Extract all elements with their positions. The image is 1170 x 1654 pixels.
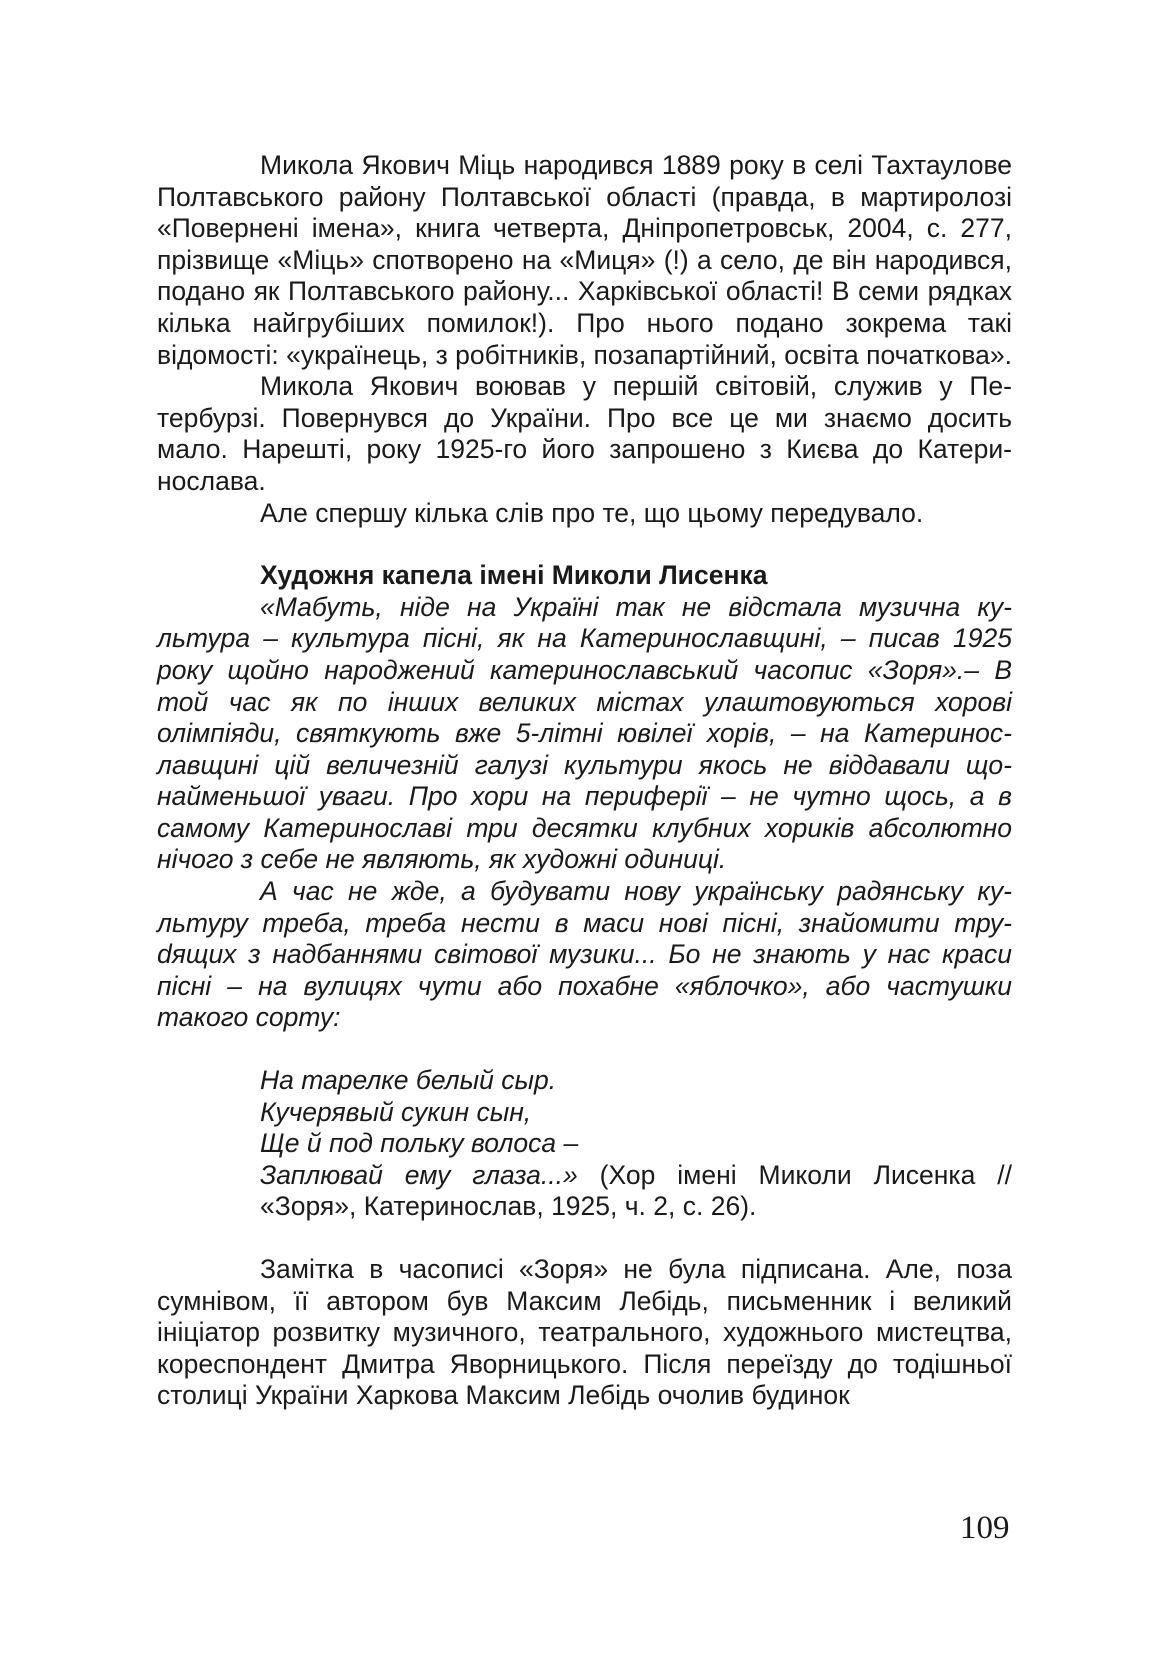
verse-citation: (Хор імені Миколи Лисенка // «Зоря», Катеринослав, 1925, ч. 2, с. 26). <box>260 1159 1012 1222</box>
page-body <box>157 150 1012 1412</box>
paragraph-closing: Замітка в часописі «Зоря» не була підписана. Але, поза сумнівом, її автором був Максим Лебідь, письменник і великий ініціатор розвитку музичного, театрального, художнього мистецтва, кореспондент Дмитра Яворницького. Після переїзду до тодішньої столиці України Харкова Максим Лебідь очолив будинок <box>157 1254 1012 1411</box>
verse-line-2: Кучерявый сукин сын, <box>260 1096 532 1127</box>
quote-paragraph-1: «Мабуть, ніде на Україні так не відстала музична культура – культура пісні, як на Катеринославщині, – писав 1925 року щойно народжений катеринославський часопис «Зоря».– В той час як по інших великих містах улаштовуються хорові олімпіяди, святкують вже 5-літні ювілеї хорів, – на Катеринославщині цій величезній галузі культури якось не віддавали щонайменьшої уваги. Про хори на периферії – не чутно щось, а в самому Катеринославі три десятки клубних хориків абсолютно нічого з себе не являють, як художні одиниці. <box>157 591 1012 875</box>
page-number: 109 <box>960 1510 1010 1546</box>
verse-last-with-citation <box>260 1160 1012 1223</box>
section-heading: Художня капела імені Миколи Лисенка <box>260 560 768 591</box>
verse-line-4: Заплювай ему глаза...» <box>260 1159 578 1190</box>
paragraph-intro-2: Микола Якович воював у першій світовій, служив у Петербурзі. Повернувся до України. Про все це ми знаємо досить мало. Нарешті, року 1925-го його запрошено з Києва до Катеринослава. <box>157 371 1012 496</box>
paragraph-intro-1: Микола Якович Міць народився 1889 року в селі Тахтаулове Полтавського району Полтавської області (правда, в мартирoлозі «Повернені імена», книга четверта, Дніпропетровськ, 2004, с. 277, прізвище «Міць» спотворено на «Миця» (!) а село, де він народився, подано як Полтавського району... Харківської області! В семи рядках кілька найгрубіших помилок!). Про нього подано зокрема такі відомості: «українець, з робітників, позапартійний, освіта початкова». <box>157 150 1013 370</box>
quote-paragraph-2: А час не жде, а будувати нову українську радянську культуру треба, треба нести в маси нові пісні, знайомити труdящих з надбаннями світової музики... Бо не знають у нас краси пісні – на вулицях чути або похабне «яблочко», або частушки такого сорту: <box>157 876 1012 1033</box>
paragraph-intro-3: Але спершу кілька слів про те, що цьому передувало. <box>260 497 924 528</box>
verse-block <box>157 1065 1012 1160</box>
verse-line-1: На тарелке белый сыр. <box>260 1065 557 1096</box>
verse-line-3: Ще й под польку волоса – <box>260 1128 579 1159</box>
